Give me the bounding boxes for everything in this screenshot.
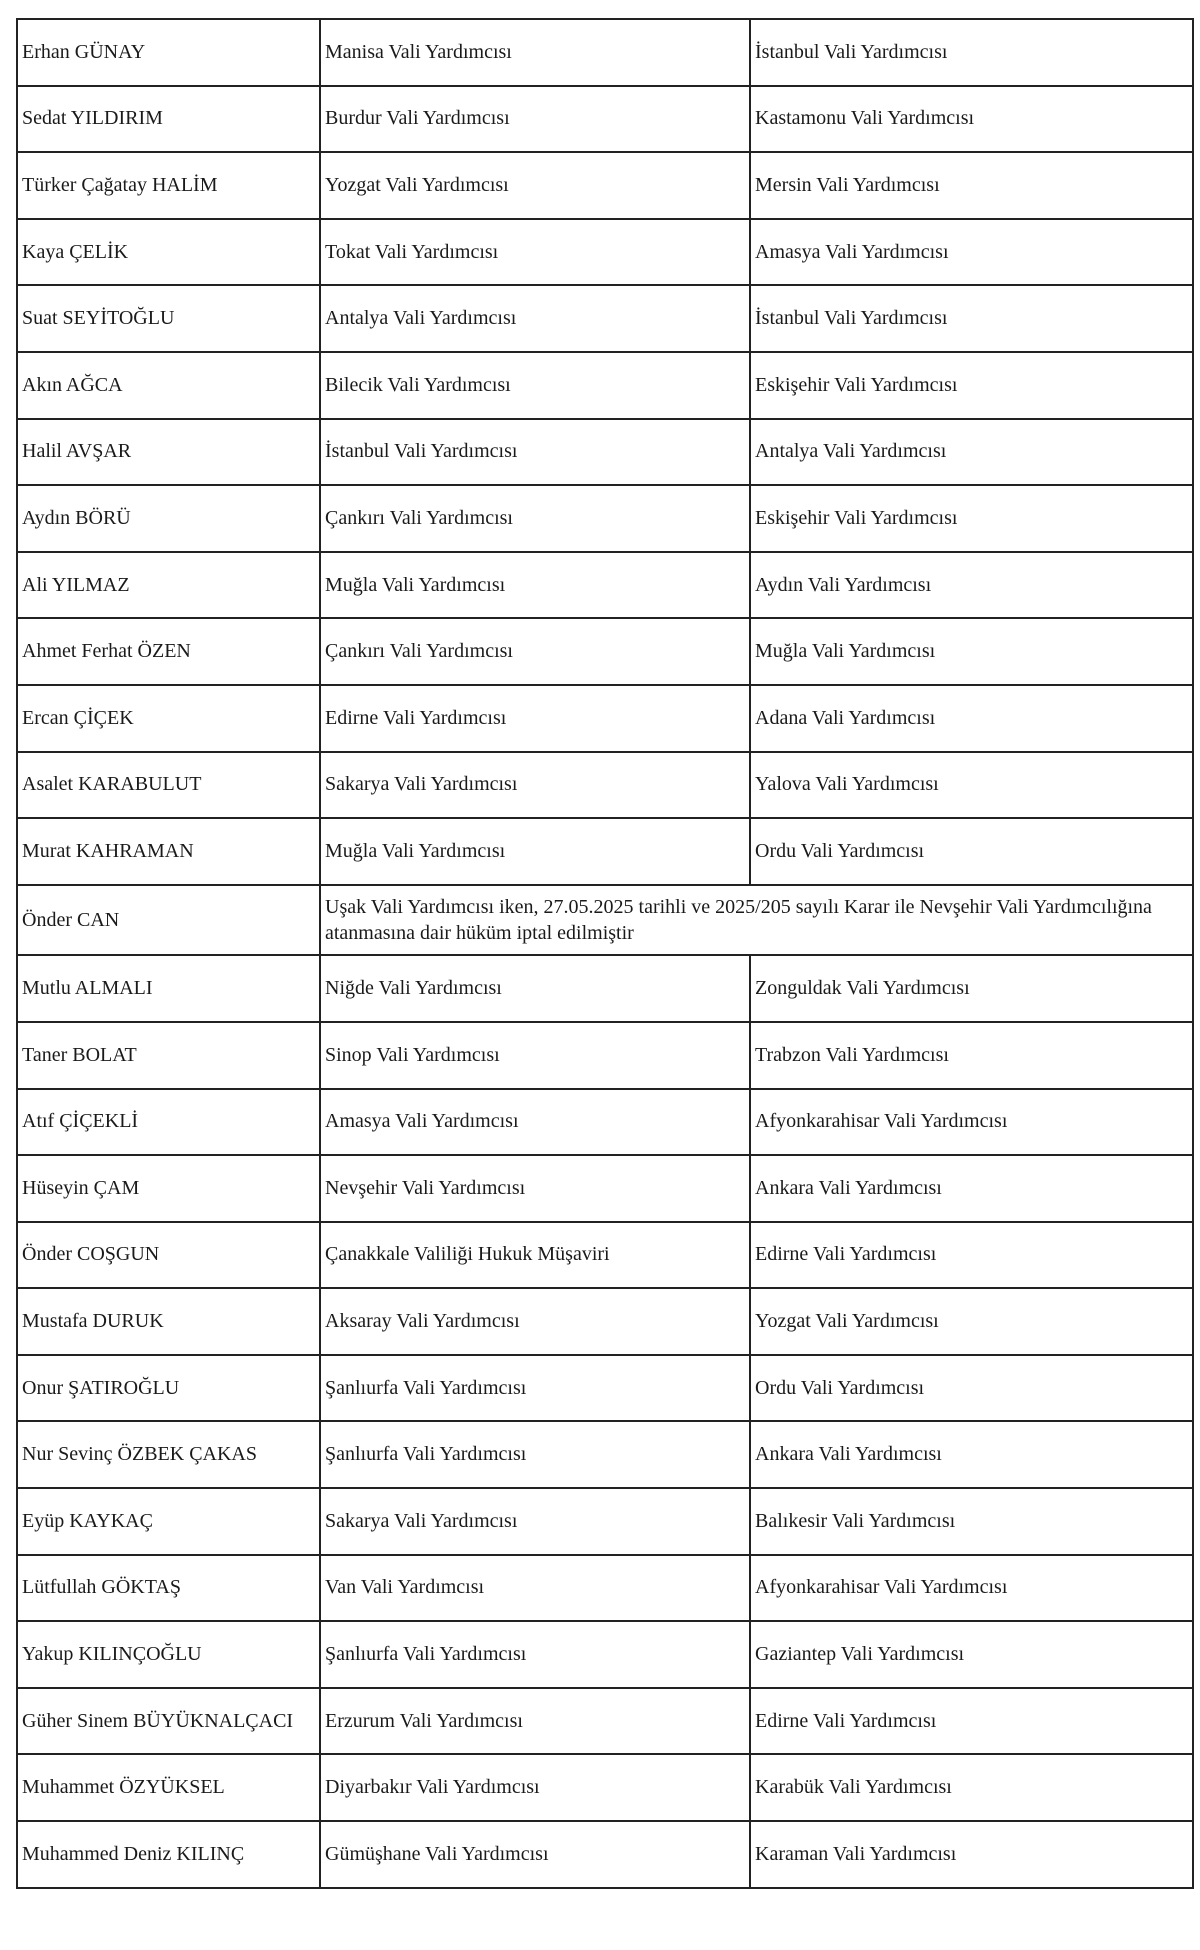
current-position-cell: Nevşehir Vali Yardımcısı	[320, 1155, 750, 1222]
person-name-cell: Ali YILMAZ	[17, 552, 320, 619]
person-name-cell: Eyüp KAYKAÇ	[17, 1488, 320, 1555]
table-row	[17, 885, 1193, 956]
current-position-cell: Burdur Vali Yardımcısı	[320, 86, 750, 153]
person-name-cell: Akın AĞCA	[17, 352, 320, 419]
current-position-cell: Çankırı Vali Yardımcısı	[320, 618, 750, 685]
table-row	[17, 1355, 1193, 1422]
new-position-cell: Gaziantep Vali Yardımcısı	[750, 1621, 1193, 1688]
table-row	[17, 1688, 1193, 1755]
person-name-cell: Atıf ÇİÇEKLİ	[17, 1089, 320, 1156]
table-row	[17, 352, 1193, 419]
new-position-cell: Ankara Vali Yardımcısı	[750, 1421, 1193, 1488]
table-row	[17, 818, 1193, 885]
table-row	[17, 752, 1193, 819]
current-position-cell: Sakarya Vali Yardımcısı	[320, 1488, 750, 1555]
new-position-cell: Afyonkarahisar Vali Yardımcısı	[750, 1089, 1193, 1156]
person-name-cell: Asalet KARABULUT	[17, 752, 320, 819]
person-name-cell: Kaya ÇELİK	[17, 219, 320, 286]
person-name-cell: Sedat YILDIRIM	[17, 86, 320, 153]
new-position-cell: Adana Vali Yardımcısı	[750, 685, 1193, 752]
table-row	[17, 1754, 1193, 1821]
current-position-cell: Diyarbakır Vali Yardımcısı	[320, 1754, 750, 1821]
current-position-cell: Manisa Vali Yardımcısı	[320, 19, 750, 86]
current-position-cell: Erzurum Vali Yardımcısı	[320, 1688, 750, 1755]
table-row	[17, 485, 1193, 552]
new-position-cell: Antalya Vali Yardımcısı	[750, 419, 1193, 486]
appointments-table	[16, 18, 1194, 1889]
table-row	[17, 419, 1193, 486]
person-name-cell: Erhan GÜNAY	[17, 19, 320, 86]
current-position-cell: Sakarya Vali Yardımcısı	[320, 752, 750, 819]
person-name-cell: Ahmet Ferhat ÖZEN	[17, 618, 320, 685]
table-row	[17, 955, 1193, 1022]
current-position-cell: Muğla Vali Yardımcısı	[320, 818, 750, 885]
person-name-cell: Hüseyin ÇAM	[17, 1155, 320, 1222]
person-name-cell: Mutlu ALMALI	[17, 955, 320, 1022]
new-position-cell: İstanbul Vali Yardımcısı	[750, 285, 1193, 352]
new-position-cell: Ankara Vali Yardımcısı	[750, 1155, 1193, 1222]
person-name-cell: Mustafa DURUK	[17, 1288, 320, 1355]
person-name-cell: Murat KAHRAMAN	[17, 818, 320, 885]
new-position-cell: Zonguldak Vali Yardımcısı	[750, 955, 1193, 1022]
current-position-cell: Sinop Vali Yardımcısı	[320, 1022, 750, 1089]
current-position-cell: Şanlıurfa Vali Yardımcısı	[320, 1355, 750, 1422]
current-position-cell: Şanlıurfa Vali Yardımcısı	[320, 1621, 750, 1688]
table-row	[17, 1555, 1193, 1622]
person-name-cell: Türker Çağatay HALİM	[17, 152, 320, 219]
current-position-cell: Van Vali Yardımcısı	[320, 1555, 750, 1622]
new-position-cell: Ordu Vali Yardımcısı	[750, 818, 1193, 885]
current-position-cell: Muğla Vali Yardımcısı	[320, 552, 750, 619]
person-name-cell: Taner BOLAT	[17, 1022, 320, 1089]
current-position-cell: Niğde Vali Yardımcısı	[320, 955, 750, 1022]
new-position-cell: Balıkesir Vali Yardımcısı	[750, 1488, 1193, 1555]
current-position-cell: Antalya Vali Yardımcısı	[320, 285, 750, 352]
appointments-table-body	[17, 19, 1193, 1888]
current-position-cell: Çanakkale Valiliği Hukuk Müşaviri	[320, 1222, 750, 1289]
new-position-cell: Trabzon Vali Yardımcısı	[750, 1022, 1193, 1089]
person-name-cell: Halil AVŞAR	[17, 419, 320, 486]
table-row	[17, 1022, 1193, 1089]
table-row	[17, 219, 1193, 286]
table-row	[17, 685, 1193, 752]
person-name-cell: Önder COŞGUN	[17, 1222, 320, 1289]
new-position-cell: Amasya Vali Yardımcısı	[750, 219, 1193, 286]
table-row	[17, 618, 1193, 685]
person-name-cell: Muhammed Deniz KILINÇ	[17, 1821, 320, 1888]
table-row	[17, 1421, 1193, 1488]
table-row	[17, 1288, 1193, 1355]
current-position-cell: Gümüşhane Vali Yardımcısı	[320, 1821, 750, 1888]
current-position-cell: Tokat Vali Yardımcısı	[320, 219, 750, 286]
current-position-cell: Yozgat Vali Yardımcısı	[320, 152, 750, 219]
new-position-cell: Yalova Vali Yardımcısı	[750, 752, 1193, 819]
current-position-cell: Amasya Vali Yardımcısı	[320, 1089, 750, 1156]
table-row	[17, 1488, 1193, 1555]
new-position-cell: İstanbul Vali Yardımcısı	[750, 19, 1193, 86]
table-row	[17, 1821, 1193, 1888]
new-position-cell: Edirne Vali Yardımcısı	[750, 1688, 1193, 1755]
new-position-cell: Aydın Vali Yardımcısı	[750, 552, 1193, 619]
table-row	[17, 1222, 1193, 1289]
new-position-cell: Muğla Vali Yardımcısı	[750, 618, 1193, 685]
new-position-cell: Karaman Vali Yardımcısı	[750, 1821, 1193, 1888]
table-row	[17, 152, 1193, 219]
person-name-cell: Ercan ÇİÇEK	[17, 685, 320, 752]
new-position-cell: Yozgat Vali Yardımcısı	[750, 1288, 1193, 1355]
table-row	[17, 1089, 1193, 1156]
current-position-cell: Edirne Vali Yardımcısı	[320, 685, 750, 752]
table-row	[17, 552, 1193, 619]
document-page	[16, 18, 1192, 1889]
person-name-cell: Yakup KILINÇOĞLU	[17, 1621, 320, 1688]
table-row	[17, 86, 1193, 153]
current-position-cell: Bilecik Vali Yardımcısı	[320, 352, 750, 419]
table-row	[17, 285, 1193, 352]
annulment-note-cell: Uşak Vali Yardımcısı iken, 27.05.2025 tarihli ve 2025/205 sayılı Karar ile Nevşehir Vali Yardımcılığına atanmasına dair hüküm iptal edilmiştir	[320, 885, 1193, 956]
new-position-cell: Kastamonu Vali Yardımcısı	[750, 86, 1193, 153]
new-position-cell: Afyonkarahisar Vali Yardımcısı	[750, 1555, 1193, 1622]
current-position-cell: İstanbul Vali Yardımcısı	[320, 419, 750, 486]
person-name-cell: Nur Sevinç ÖZBEK ÇAKAS	[17, 1421, 320, 1488]
table-row	[17, 1155, 1193, 1222]
current-position-cell: Çankırı Vali Yardımcısı	[320, 485, 750, 552]
new-position-cell: Eskişehir Vali Yardımcısı	[750, 352, 1193, 419]
person-name-cell: Önder CAN	[17, 885, 320, 956]
table-row	[17, 19, 1193, 86]
person-name-cell: Muhammet ÖZYÜKSEL	[17, 1754, 320, 1821]
new-position-cell: Ordu Vali Yardımcısı	[750, 1355, 1193, 1422]
current-position-cell: Aksaray Vali Yardımcısı	[320, 1288, 750, 1355]
person-name-cell: Lütfullah GÖKTAŞ	[17, 1555, 320, 1622]
person-name-cell: Suat SEYİTOĞLU	[17, 285, 320, 352]
new-position-cell: Karabük Vali Yardımcısı	[750, 1754, 1193, 1821]
new-position-cell: Eskişehir Vali Yardımcısı	[750, 485, 1193, 552]
new-position-cell: Edirne Vali Yardımcısı	[750, 1222, 1193, 1289]
table-row	[17, 1621, 1193, 1688]
person-name-cell: Aydın BÖRÜ	[17, 485, 320, 552]
person-name-cell: Güher Sinem BÜYÜKNALÇACI	[17, 1688, 320, 1755]
person-name-cell: Onur ŞATIROĞLU	[17, 1355, 320, 1422]
current-position-cell: Şanlıurfa Vali Yardımcısı	[320, 1421, 750, 1488]
new-position-cell: Mersin Vali Yardımcısı	[750, 152, 1193, 219]
